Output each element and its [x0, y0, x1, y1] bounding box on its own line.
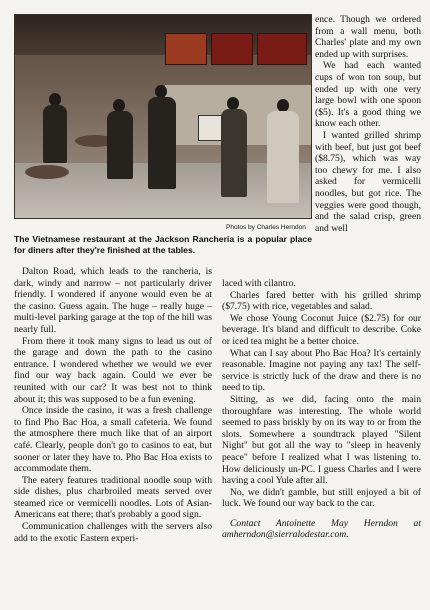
paragraph: What can I say about Pho Bac Hoa? It's certainly reasonable. Imagine not paying any tax! The self-service is strictly luck of the draw and there is no need to tip. [222, 347, 421, 394]
article-column-right-top [315, 14, 421, 234]
article-column-right-bottom [222, 278, 421, 541]
photo-diner [107, 111, 133, 179]
paragraph: Communication challenges with the servers also add to the exotic Eastern experi- [14, 521, 212, 544]
photo-diner [43, 105, 67, 163]
photo-diner [267, 111, 299, 203]
photo-diner [221, 109, 247, 197]
paragraph: From there it took many signs to lead us out of the garage and down the path to the casino entrance. I wondered whether we would we ever find our way back again. Could we ever be reunited with our car? It was best not to think about it; this was supposed to be a fun evening. [14, 335, 212, 405]
photo-menu-board [165, 33, 207, 65]
photo-sign [198, 115, 222, 141]
photo-menu-board [211, 33, 253, 65]
paragraph: Once inside the casino, it was a fresh challenge to find Pho Bac Hoa, a small cafeteria. We found the atmosphere there much like that of an airport café. Clearly, people don't go to casinos to eat, but sooner or later they have to. Pho Bac Hoa exists to accommodate them. [14, 405, 212, 475]
paragraph: No, we didn't gamble, but still enjoyed a bit of luck. We found our way back to the car. [222, 486, 421, 510]
contact-line: Contact Antoinette May Herndon at amherndon@sierralodestar.com. [222, 517, 421, 541]
paragraph: ence. Though we ordered from a wall menu, both Charles' plate and my own ended up with surprises. [315, 14, 421, 60]
paragraph: Charles fared better with his grilled shrimp ($7.75) with rice, vegetables and salad. [222, 289, 421, 313]
paragraph: Dalton Road, which leads to the rancheria, is dark, windy and narrow – not particularly driver friendly. I wondered if anyone would even be at the casino. Guess again. The huge – really huge – multi-level parking garage at the top of the hill was nearly full. [14, 266, 212, 335]
paragraph: We chose Young Coconut Juice ($2.75) for our beverage. It's bland and difficult to describe. Coke or iced tea might be a better choice. [222, 312, 421, 347]
photo-diner [148, 97, 176, 189]
paragraph: laced with cilantro. [222, 278, 296, 289]
photo-menu-board [257, 33, 307, 65]
paragraph: We had each wanted cups of won ton soup, but ended up with one very large bowl with one spoon ($5). It's a good thing we know each other. [315, 60, 421, 130]
paragraph: The eatery features traditional noodle soup with side dishes, plus charbroiled meats served over steamed rice or vermicelli noodles. Lots of Asian-Americans eat there; that's probably a good sign. [14, 474, 212, 521]
photo-caption: The Vietnamese restaurant at the Jackson Rancheria is a popular place for diners after they're finished at the tables. [14, 234, 312, 255]
paragraph: Sitting, as we did, facing onto the main thoroughfare was interesting. The whole world seemed to pass briskly by on its way to or from the slots. Somewhere a soundtrack played "Silent Night" but got all the way to "sleep in heavenly peace" before I realized what I was listening to. How deliciously un-PC. I guess Charles and I were having a cool Yule after all. [222, 393, 421, 487]
restaurant-photo [14, 14, 312, 219]
paragraph: I wanted grilled shrimp with beef, but just got beef ($8.75), which was way too chewy for me. I also asked for vermicelli noodles, but got rice. The veggies were good though, and the salad crisp, green and well [315, 129, 421, 234]
article-column-left [14, 266, 212, 544]
photo-table [25, 165, 69, 179]
photo-credit: Photos by Charles Herndon [226, 224, 306, 231]
